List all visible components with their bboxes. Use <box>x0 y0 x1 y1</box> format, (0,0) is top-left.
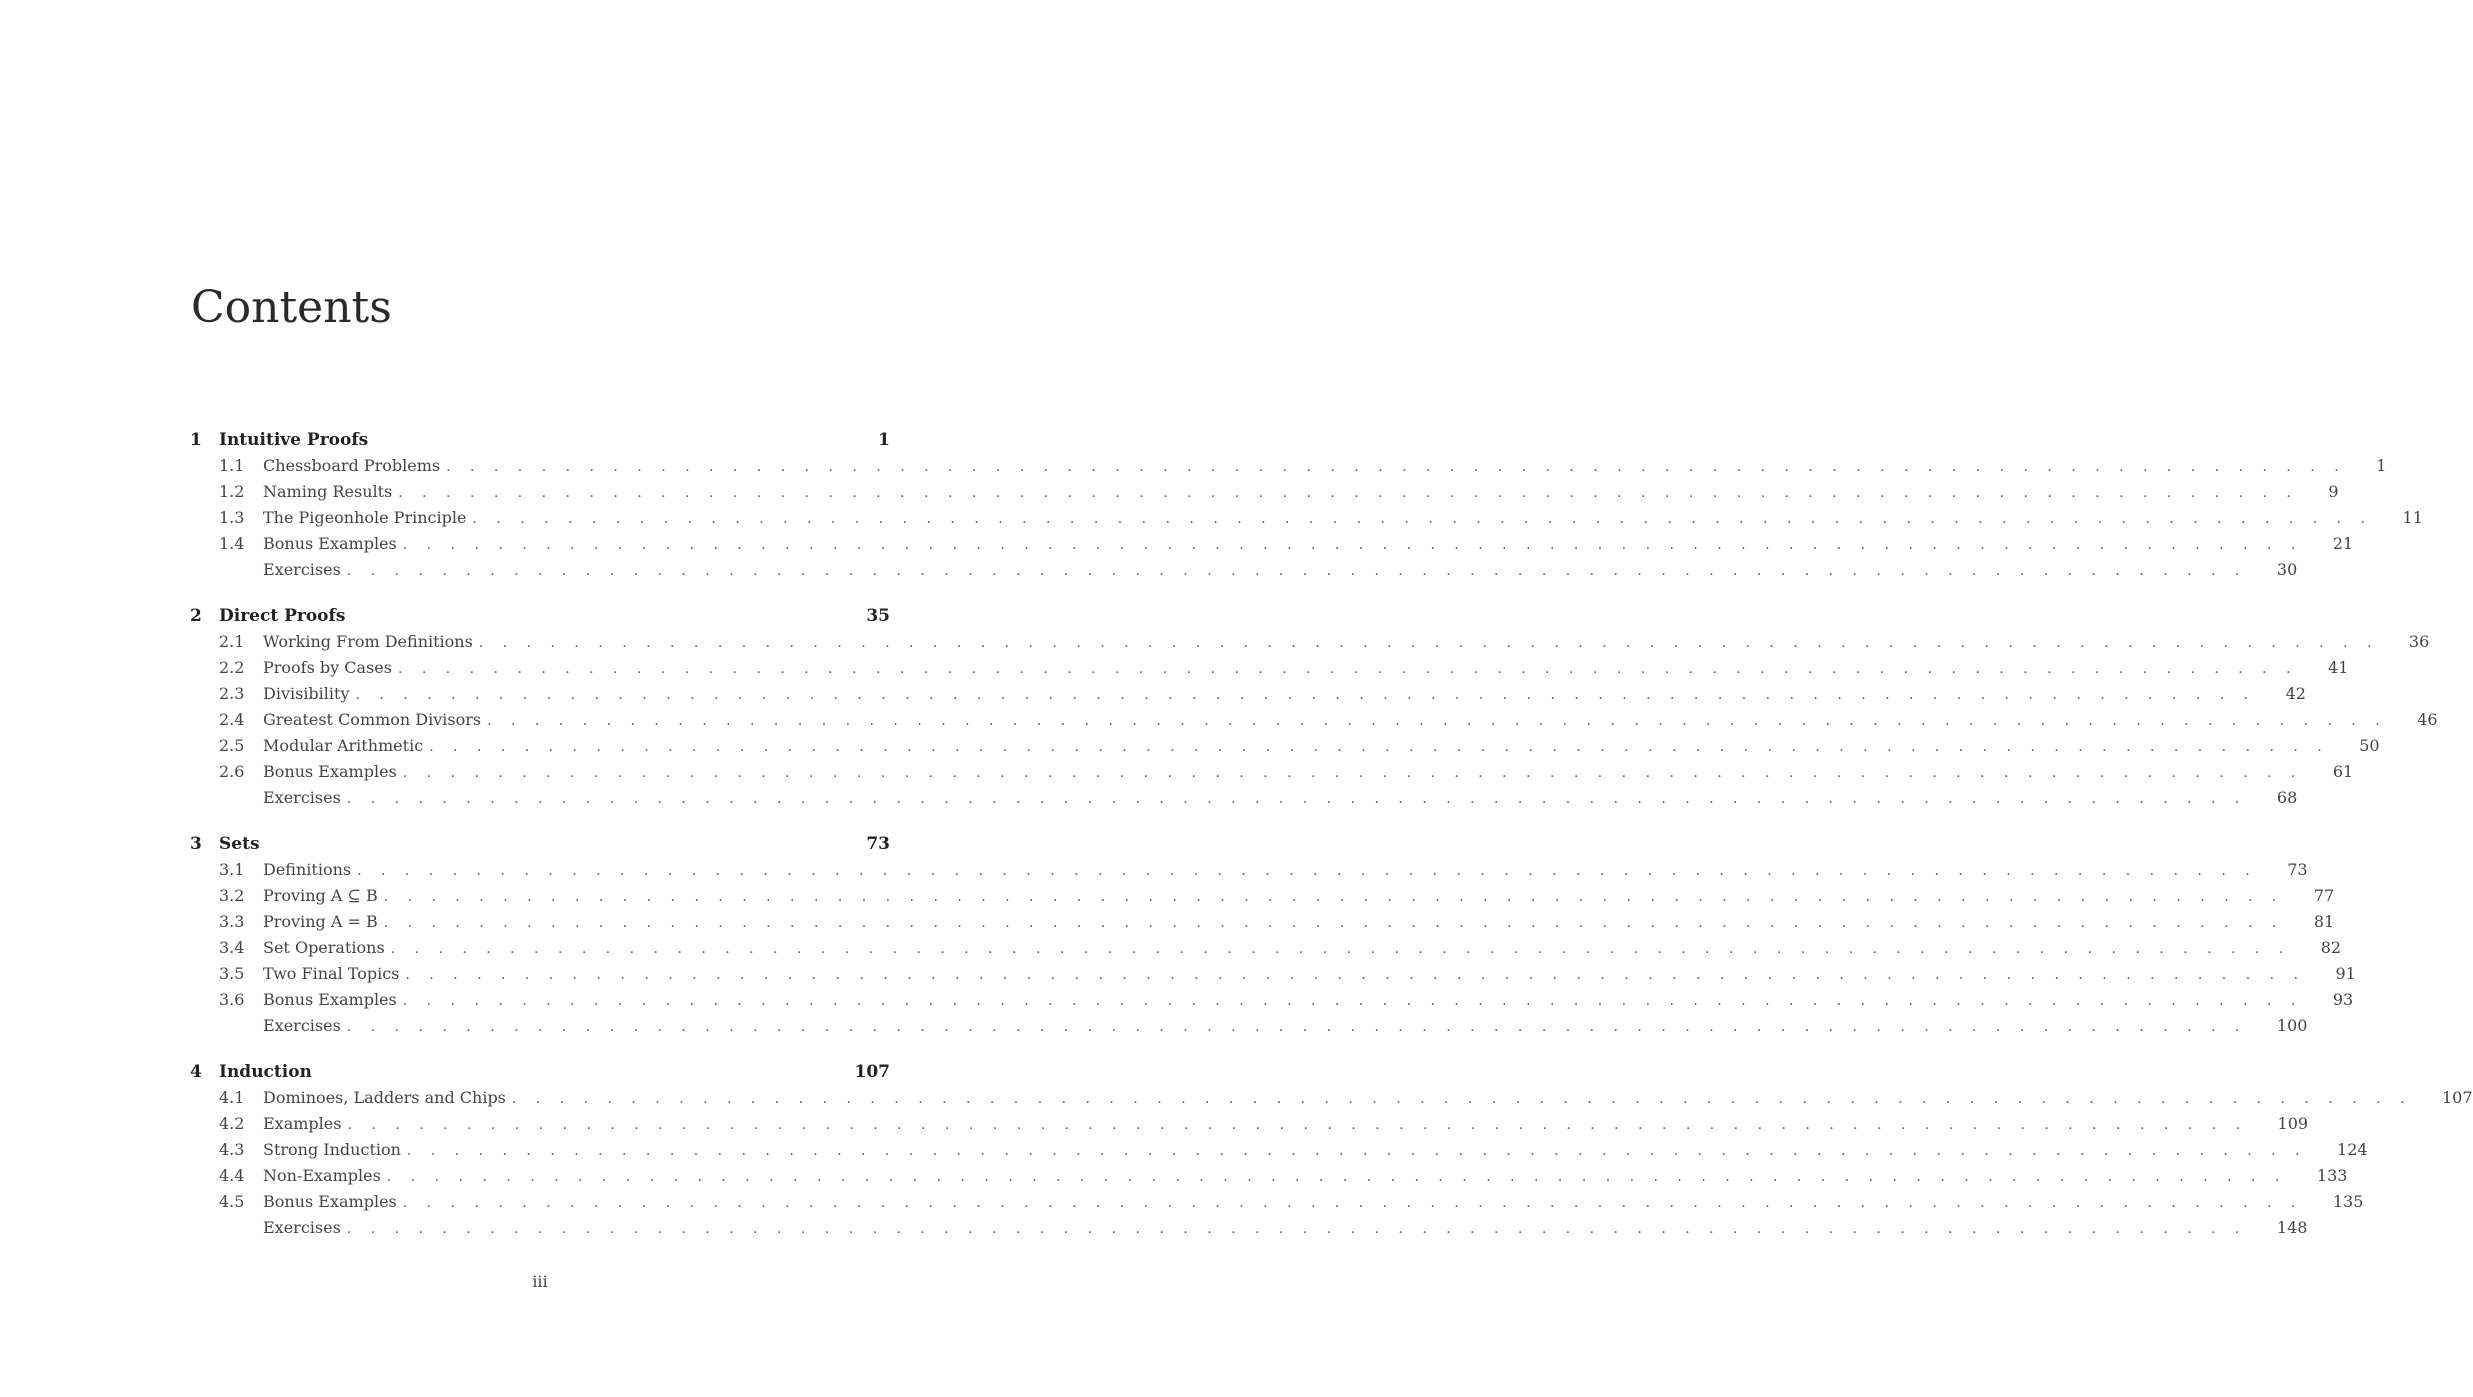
chapter-title: Direct Proofs <box>219 606 346 626</box>
section-number: 1.4 <box>219 534 245 553</box>
section-entry[interactable] <box>190 909 2335 935</box>
section-entry[interactable] <box>190 505 2423 531</box>
section-entry[interactable] <box>190 1013 2308 1039</box>
section-entry[interactable] <box>190 1111 2309 1137</box>
section-entry[interactable] <box>190 707 2438 733</box>
section-entry[interactable] <box>190 1163 2348 1189</box>
dot-leader: . . . . . . . . . . . . . . . . . . . . . . . . . . . . . . . . . . . . . . . . . . . . . . . . . . . . . . . . . . . . . . . . . . . . . . . . . . . . . . . . <box>402 765 2303 781</box>
section-page: 73 <box>2287 860 2308 879</box>
section-entry[interactable] <box>190 1215 2308 1241</box>
section-number: 3.3 <box>219 912 245 931</box>
section-title: Dominoes, Ladders and Chips <box>263 1088 506 1107</box>
section-entry[interactable] <box>190 987 2354 1013</box>
section-page: 81 <box>2313 912 2335 931</box>
chapter-title: Sets <box>219 834 260 854</box>
dot-leader: . . . . . . . . . . . . . . . . . . . . . . . . . . . . . . . . . . . . . . . . . . . . . . . . . . . . . . . . . . . . . . . . . . . . . . . . . . . . . . . . <box>346 1221 2247 1237</box>
section-entry[interactable] <box>190 531 2354 557</box>
dot-leader: . . . . . . . . . . . . . . . . . . . . . . . . . . . . . . . . . . . . . . . . . . . . . . . . . . . . . . . . . . . . . . . . . . . . . . . . . . . . . . . . <box>402 1195 2303 1211</box>
section-entry[interactable] <box>190 479 2339 505</box>
section-number: 4.1 <box>219 1088 245 1107</box>
section-page: 50 <box>2359 736 2380 755</box>
section-page: 109 <box>2277 1114 2309 1133</box>
section-title: Bonus Examples <box>263 534 397 553</box>
toc-chapter <box>190 1059 2473 1241</box>
section-title: Chessboard Problems <box>263 456 441 475</box>
section-page: 91 <box>2335 964 2356 983</box>
section-title: Two Final Topics <box>263 964 400 983</box>
section-page: 41 <box>2328 658 2349 677</box>
section-number: 2.6 <box>219 762 245 781</box>
toc-chapter <box>190 427 2423 583</box>
section-title: Exercises <box>263 1016 341 1035</box>
chapter-title: Induction <box>219 1062 312 1082</box>
dot-leader: . . . . . . . . . . . . . . . . . . . . . . . . . . . . . . . . . . . . . . . . . . . . . . . . . . . . . . . . . . . . . . . . . . . . . . . . . . . . . . . . <box>406 1143 2308 1159</box>
section-number: 1.2 <box>219 482 245 501</box>
section-title: Working From Definitions <box>263 632 473 651</box>
section-page: 77 <box>2313 886 2335 905</box>
dot-leader: . . . . . . . . . . . . . . . . . . . . . . . . . . . . . . . . . . . . . . . . . . . . . . . . . . . . . . . . . . . . . . . . . . . . . . . . . . . . . . . . <box>383 915 2284 931</box>
dot-leader: . . . . . . . . . . . . . . . . . . . . . . . . . . . . . . . . . . . . . . . . . . . . . . . . . . . . . . . . . . . . . . . . . . . . . . . . . . . . . . . . <box>398 485 2299 501</box>
dot-leader: . . . . . . . . . . . . . . . . . . . . . . . . . . . . . . . . . . . . . . . . . . . . . . . . . . . . . . . . . . . . . . . . . . . . . . . . . . . . . . . . <box>472 511 2373 527</box>
section-number: 2.4 <box>219 710 245 729</box>
chapter-page: 35 <box>866 606 890 626</box>
section-number: 2.3 <box>219 684 245 703</box>
dot-leader: . . . . . . . . . . . . . . . . . . . . . . . . . . . . . . . . . . . . . . . . . . . . . . . . . . . . . . . . . . . . . . . . . . . . . . . . . . . . . . . . <box>346 563 2247 579</box>
section-title: Examples <box>263 1114 342 1133</box>
section-entry[interactable] <box>190 453 2387 479</box>
dot-leader: . . . . . . . . . . . . . . . . . . . . . . . . . . . . . . . . . . . . . . . . . . . . . . . . . . . . . . . . . . . . . . . . . . . . . . . . . . . . . . . . <box>346 1019 2247 1035</box>
dot-leader: . . . . . . . . . . . . . . . . . . . . . . . . . . . . . . . . . . . . . . . . . . . . . . . . . . . . . . . . . . . . . . . . . . . . . . . . . . . . . . . . <box>383 889 2284 905</box>
section-entry[interactable] <box>190 733 2380 759</box>
dot-leader: . . . . . . . . . . . . . . . . . . . . . . . . . . . . . . . . . . . . . . . . . . . . . . . . . . . . . . . . . . . . . . . . . . . . . . . . . . . . . . . . <box>390 941 2291 957</box>
section-number: 3.2 <box>219 886 245 905</box>
section-entry[interactable] <box>190 883 2335 909</box>
chapter-number: 4 <box>190 1062 202 1082</box>
dot-leader: . . . . . . . . . . . . . . . . . . . . . . . . . . . . . . . . . . . . . . . . . . . . . . . . . . . . . . . . . . . . . . . . . . . . . . . . . . . . . . . . <box>405 967 2306 983</box>
section-number: 2.1 <box>219 632 245 651</box>
chapter-entry[interactable] <box>190 1059 890 1085</box>
section-entry[interactable] <box>190 759 2354 785</box>
section-title: Definitions <box>263 860 352 879</box>
section-entry[interactable] <box>190 857 2308 883</box>
page-number: iii <box>532 1272 548 1291</box>
dot-leader: . . . . . . . . . . . . . . . . . . . . . . . . . . . . . . . . . . . . . . . . . . . . . . . . . . . . . . . . . . . . . . . . . . . . . . . . . . . . . . . . <box>346 791 2247 807</box>
section-entry[interactable] <box>190 557 2298 583</box>
chapter-title: Intuitive Proofs <box>219 430 369 450</box>
table-of-contents <box>190 427 2473 1261</box>
section-number: 3.4 <box>219 938 245 957</box>
dot-leader: . . . . . . . . . . . . . . . . . . . . . . . . . . . . . . . . . . . . . . . . . . . . . . . . . . . . . . . . . . . . . . . . . . . . . . . . . . . . . . . . <box>402 993 2303 1009</box>
section-number: 3.6 <box>219 990 245 1009</box>
section-number: 4.4 <box>219 1166 245 1185</box>
section-title: Exercises <box>263 560 341 579</box>
dot-leader: . . . . . . . . . . . . . . . . . . . . . . . . . . . . . . . . . . . . . . . . . . . . . . . . . . . . . . . . . . . . . . . . . . . . . . . . . . . . . . . . <box>355 687 2256 703</box>
section-title: Divisibility <box>263 684 350 703</box>
chapter-number: 2 <box>190 606 202 626</box>
section-title: Proving A ⊆ B <box>263 886 378 905</box>
section-number: 1.3 <box>219 508 245 527</box>
dot-leader: . . . . . . . . . . . . . . . . . . . . . . . . . . . . . . . . . . . . . . . . . . . . . . . . . . . . . . . . . . . . . . . . . . . . . . . . . . . . . . . . <box>487 713 2388 729</box>
section-entry[interactable] <box>190 785 2298 811</box>
dot-leader: . . . . . . . . . . . . . . . . . . . . . . . . . . . . . . . . . . . . . . . . . . . . . . . . . . . . . . . . . . . . . . . . . . . . . . . . . . . . . . . . <box>429 739 2330 755</box>
section-entry[interactable] <box>190 1085 2473 1111</box>
section-page: 61 <box>2332 762 2354 781</box>
section-title: Strong Induction <box>263 1140 401 1159</box>
section-number: 3.1 <box>219 860 245 879</box>
section-page: 124 <box>2337 1140 2368 1159</box>
section-entry[interactable] <box>190 655 2349 681</box>
dot-leader: . . . . . . . . . . . . . . . . . . . . . . . . . . . . . . . . . . . . . . . . . . . . . . . . . . . . . . . . . . . . . . . . . . . . . . . . . . . . . . . . <box>357 863 2258 879</box>
section-title: Proofs by Cases <box>263 658 392 677</box>
toc-chapter <box>190 603 2438 811</box>
chapter-number: 3 <box>190 834 202 854</box>
section-title: Bonus Examples <box>263 762 397 781</box>
section-title: Exercises <box>263 1218 341 1237</box>
section-page: 93 <box>2332 990 2354 1009</box>
chapter-page: 107 <box>854 1062 890 1082</box>
section-page: 9 <box>2328 482 2339 501</box>
section-number: 4.2 <box>219 1114 245 1133</box>
section-number: 1.1 <box>219 456 245 475</box>
section-entry[interactable] <box>190 961 2356 987</box>
dot-leader: . . . . . . . . . . . . . . . . . . . . . . . . . . . . . . . . . . . . . . . . . . . . . . . . . . . . . . . . . . . . . . . . . . . . . . . . . . . . . . . . <box>347 1117 2248 1133</box>
dot-leader: . . . . . . . . . . . . . . . . . . . . . . . . . . . . . . . . . . . . . . . . . . . . . . . . . . . . . . . . . . . . . . . . . . . . . . . . . . . . . . . . <box>402 537 2303 553</box>
section-entry[interactable] <box>190 1189 2364 1215</box>
section-title: Naming Results <box>263 482 393 501</box>
section-page: 1 <box>2376 456 2387 475</box>
chapter-entry[interactable] <box>190 831 890 857</box>
chapter-number: 1 <box>190 430 202 450</box>
section-page: 30 <box>2276 560 2298 579</box>
chapter-entry[interactable] <box>190 427 890 453</box>
section-page: 135 <box>2332 1192 2364 1211</box>
section-title: Exercises <box>263 788 341 807</box>
section-number: 4.5 <box>219 1192 245 1211</box>
section-entry[interactable] <box>190 629 2430 655</box>
section-page: 36 <box>2408 632 2430 651</box>
section-title: Modular Arithmetic <box>263 736 424 755</box>
section-entry[interactable] <box>190 935 2342 961</box>
section-title: Non-Examples <box>263 1166 381 1185</box>
chapter-page: 1 <box>878 430 890 450</box>
section-page: 133 <box>2316 1166 2348 1185</box>
dot-leader: . . . . . . . . . . . . . . . . . . . . . . . . . . . . . . . . . . . . . . . . . . . . . . . . . . . . . . . . . . . . . . . . . . . . . . . . . . . . . . . . <box>511 1091 2412 1107</box>
section-page: 100 <box>2276 1016 2308 1035</box>
section-page: 148 <box>2276 1218 2308 1237</box>
section-number: 2.2 <box>219 658 245 677</box>
section-title: The Pigeonhole Principle <box>263 508 467 527</box>
section-number: 4.3 <box>219 1140 245 1159</box>
dot-leader: . . . . . . . . . . . . . . . . . . . . . . . . . . . . . . . . . . . . . . . . . . . . . . . . . . . . . . . . . . . . . . . . . . . . . . . . . . . . . . . . <box>478 635 2379 651</box>
section-page: 68 <box>2276 788 2298 807</box>
dot-leader: . . . . . . . . . . . . . . . . . . . . . . . . . . . . . . . . . . . . . . . . . . . . . . . . . . . . . . . . . . . . . . . . . . . . . . . . . . . . . . . . <box>446 459 2347 475</box>
section-page: 11 <box>2402 508 2423 527</box>
section-title: Set Operations <box>263 938 385 957</box>
section-page: 42 <box>2285 684 2306 703</box>
toc-chapter <box>190 831 2356 1039</box>
section-title: Bonus Examples <box>263 990 397 1009</box>
section-title: Greatest Common Divisors <box>263 710 482 729</box>
chapter-entry[interactable] <box>190 603 890 629</box>
section-title: Proving A = B <box>263 912 378 931</box>
dot-leader: . . . . . . . . . . . . . . . . . . . . . . . . . . . . . . . . . . . . . . . . . . . . . . . . . . . . . . . . . . . . . . . . . . . . . . . . . . . . . . . . <box>397 661 2299 677</box>
section-entry[interactable] <box>190 1137 2368 1163</box>
section-number: 3.5 <box>219 964 245 983</box>
section-entry[interactable] <box>190 681 2306 707</box>
section-page: 107 <box>2441 1088 2473 1107</box>
section-page: 82 <box>2320 938 2342 957</box>
section-number: 2.5 <box>219 736 245 755</box>
section-title: Bonus Examples <box>263 1192 397 1211</box>
page-title: Contents <box>191 282 392 333</box>
section-page: 46 <box>2417 710 2438 729</box>
chapter-page: 73 <box>866 834 890 854</box>
dot-leader: . . . . . . . . . . . . . . . . . . . . . . . . . . . . . . . . . . . . . . . . . . . . . . . . . . . . . . . . . . . . . . . . . . . . . . . . . . . . . . . . <box>386 1169 2287 1185</box>
section-page: 21 <box>2332 534 2354 553</box>
